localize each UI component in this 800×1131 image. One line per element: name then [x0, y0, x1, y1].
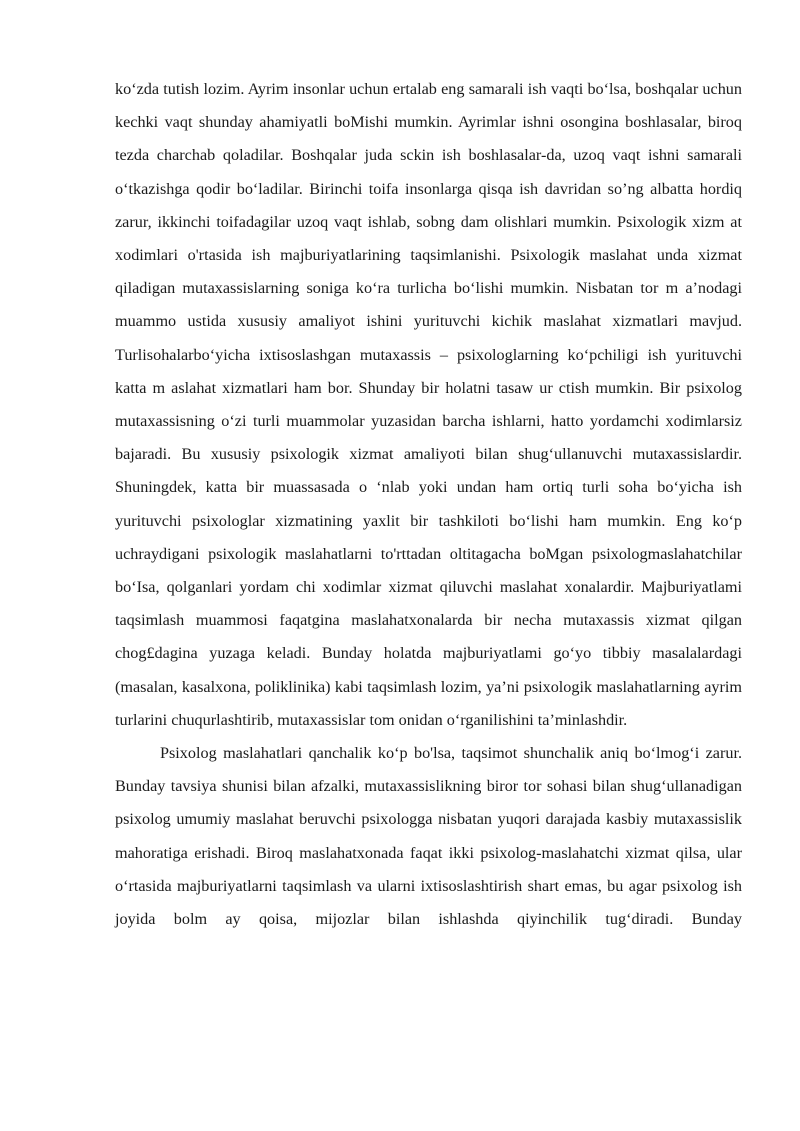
paragraph-2: Psixolog maslahatlari qanchalik ko‘p bo'lsa, taqsimot shunchalik aniq bo‘lmog‘i zarur. Bunday tavsiya shunisi bilan afzalki, mutaxassislikning biror tor sohasi bilan shug‘ullanadigan psixolog umumiy maslahat beruvchi psixologga nisbatan yuqori darajada kasbiy mutaxassislik mahoratiga erishadi. Biroq maslahatxonada faqat ikki psixolog-maslahatchi xizmat qilsa, ular o‘rtasida majburiyatlarni taqsimlash va ularni ixtisoslashtirish shart emas, bu agar psixolog ish joyida bolm ay qoisa, mijozlar bilan ishlashda qiyinchilik tug‘diradi. Bunday [115, 744, 742, 929]
document-body [115, 73, 742, 936]
paragraph-1: ko‘zda tutish lozim. Ayrim insonlar uchun ertalab eng samarali ish vaqti bo‘lsa, boshqalar uchun kechki vaqt shunday ahamiyatli boMishi mumkin. Ayrimlar ishni osongina boshlasalar, biroq tezda charchab qoladilar. Boshqalar juda sckin ish boshlasalar-da, uzoq vaqt ishni samarali o‘tkazishga qodir bo‘ladilar. Birinchi toifa insonlarga qisqa ish davridan so’ng albatta hordiq zarur, ikkinchi toifadagilar uzoq vaqt ishlab, sobng dam olishlari mumkin. Psixologik xizm at xodimlari o'rtasida ish majburiyatlarining taqsimlanishi. Psixologik maslahat unda xizmat qiladigan mutaxassislarning soniga ko‘ra turlicha bo‘lishi mumkin. Nisbatan tor m a’nodagi muammo ustida xususiy amaliyot ishini yurituvchi kichik maslahat xizmatlari mavjud. Turlisohalarbo‘yicha ixtisoslashgan mutaxassis – psixologlarning ko‘pchiligi ish yurituvchi katta m aslahat xizmatlari ham bor. Shunday bir holatni tasaw ur ctish mumkin. Bir psixolog mutaxassisning o‘zi turli muammolar yuzasidan barcha ishlarni, hatto yordamchi xodimlarsiz bajaradi. Bu xususiy psixologik xizmat amaliyoti bilan shug‘ullanuvchi mutaxassislardir. Shuningdek, katta bir muassasada o ‘nlab yoki undan ham ortiq turli soha bo‘yicha ish yurituvchi psixologlar xizmatining yaxlit bir tashkiloti bo‘lishi ham mumkin. Eng ko‘p uchraydigani psixologik maslahatlarni to'rttadan oltitagacha boMgan psixologmaslahatchilar bo‘Isa, qolganlari yordam chi xodimlar xizmat qiluvchi maslahat xonalardir. Majburiyatlami taqsimlash muammosi faqatgina maslahatxonalarda bir necha mutaxassis xizmat qilgan chog£dagina yuzaga keladi. Bunday holatda majburiyatlami go‘yo tibbiy masalalardagi (masalan, kasalxona, poliklinika) kabi taqsimlash lozim, ya’ni psixologik maslahatlarning ayrim turlarini chuqurlashtirib, mutaxassislar tom onidan o‘rganilishini ta’minlashdir. [115, 80, 742, 729]
